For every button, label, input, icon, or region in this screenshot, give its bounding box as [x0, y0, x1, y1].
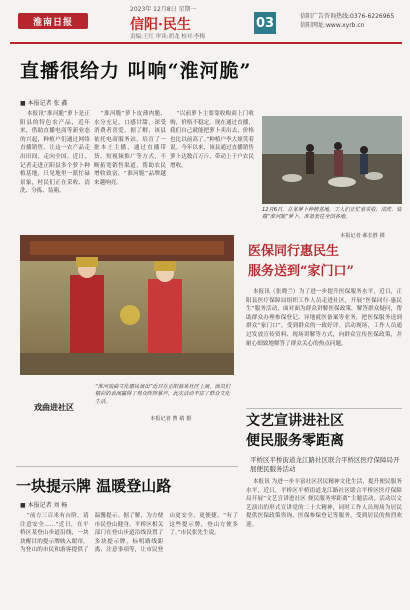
opera-photo — [20, 235, 234, 375]
newspaper-logo: 淮南日报 — [18, 13, 88, 29]
story1-col2 — [94, 110, 166, 230]
story3-headline-line2: 便民服务零距离 — [246, 433, 344, 449]
story3-body — [246, 478, 402, 606]
story4-headline: 一块提示牌 温暖登山路 — [16, 477, 172, 495]
bottom-divider — [16, 466, 238, 467]
story1-headline: 直播很给力 叫响“淮河脆” — [20, 60, 252, 82]
opera-label: 戏曲进社区 — [34, 402, 74, 412]
story2-headline-line1: 医保同行惠民生 — [248, 244, 340, 259]
story1-col2-text: “淮河脆”萝卜皮薄肉脆、水分充足，口感甘甜，深受消费者喜爱。据了解，该县依托电商服务站，培育了一批本土主播，通过直播带货、短视频推广等方式，不断拓宽销售渠道，帮助农民增收致富，“淮河脆”品牌越来越响亮。 — [94, 111, 166, 186]
story4-body-text: “前方三百米有台阶，请注意安全……”近日，在平桥区某登山步道沿线，一块块醒目的提示牌映入眼帘，为登山的市民和游客提供了温馨提示。据了解，为方便市民登山健身，平桥区相关部门在登山步道沿线设置了多块提示牌，标明路线距离、注意事项等，让市民登山更安全、更便捷。“有了这些提示牌，登山方便多了。”市民张先生说。 — [20, 513, 238, 554]
story1-col1-text: 本报讯“淮河脆”萝卜是正阳县的特色农产品，近年来，借助直播电商等新业态的兴起，种植户们通过网络直播销售，让这一农产品走出田间，走向全国。近日，记者走进正阳县多个萝卜种植基地，只见地里一派忙碌景象，村民们正在采收、清洗、分拣、装箱。 — [20, 111, 90, 195]
section-title: 信阳·民生 — [130, 17, 191, 33]
story1-col3-text: “以前萝卜主要靠收购商上门收购，价格不稳定。现在通过直播，我们自己就能把萝卜卖出去，价格也比以前高了。”种植户李大姐笑着说。今年以来，该县通过直播销售萝卜达数百万斤，带动上千户农民增收。 — [170, 111, 254, 169]
story4-byline: ■ 本报记者 刘 畅 — [20, 502, 68, 509]
story3-subhead: 平桥区平桥街道龙江路社区联合平桥区医疗保障局开展便民服务活动 — [250, 456, 400, 473]
story3-body-text: 本报讯 为进一步丰富社区居民精神文化生活，提升便民服务水平，近日，平桥区平桥街道龙江路社区联合平桥区医疗保障局开展“文艺宣讲进社区 便民服务零距离”主题活动。活动以文艺演出的形式宣讲党的二十大精神，同时工作人员现场为居民提供医保政策咨询、医保参保登记等服务，受到居民的热烈欢迎。 — [246, 479, 402, 528]
story2-headline-line2: 服务送到“家门口” — [248, 264, 354, 279]
opera-performers-illustration — [20, 235, 234, 375]
field-scene-illustration — [262, 116, 402, 204]
opera-caption: “淮河戏曲文化惠民演出”近日在正阳县某社区上演，演员们精彩的表演赢得了观众阵阵掌声，此次活动丰富了群众文化生活。 — [95, 384, 231, 405]
date-line: 2023年 12月8日 星期一 — [130, 6, 197, 13]
story-divider — [246, 408, 402, 409]
page-number: 03 — [254, 12, 276, 34]
story1-col3 — [170, 110, 254, 230]
editors-line: 责编:王红 审读:胡龙 校对:李梅 — [130, 34, 206, 40]
story1-col1 — [20, 110, 90, 230]
opera-credit: 本报记者 曹 婧 摄 — [150, 416, 192, 422]
header-info — [300, 12, 394, 30]
header-rule — [10, 42, 402, 44]
story1-photo-credit: 本报记者 郝长胜 摄 — [340, 233, 385, 239]
header-website: 信阳网址:www.xyrb.cn — [300, 22, 365, 29]
story3-headline-line1: 文艺宣讲进社区 — [246, 413, 344, 429]
radish-field-photo — [262, 116, 402, 204]
story2-body-text: 本报讯（张晓兰）为了进一步提升医保服务水平，近日，正阳县医疗保障局组织工作人员走进社区，开展“医保同行·惠民生”服务活动，面对面为群众讲解医保政策，解答群众疑问，帮助群众办理参保登记、异地就医备案等业务，把医保服务送到群众“家门口”，受到群众的一致好评。活动现场，工作人员通过发放宣传资料、现场讲解等方式，向群众宣传医保政策，并耐心细致地解答了群众关心的热点问题。 — [246, 289, 402, 347]
story2-body — [246, 288, 402, 404]
header-phone: 信阳广告咨询热线:0376-6226965 — [300, 13, 395, 20]
story1-byline: ■ 本报记者 张 鑫 — [20, 100, 68, 107]
story4-body — [20, 512, 238, 606]
page-header — [10, 2, 402, 46]
story1-photo-caption: 12月6日，在某萝卜种植基地，工人们正忙着采收、清洗、装箱“淮河脆”萝卜，准备发往全国各地。 — [262, 207, 402, 221]
